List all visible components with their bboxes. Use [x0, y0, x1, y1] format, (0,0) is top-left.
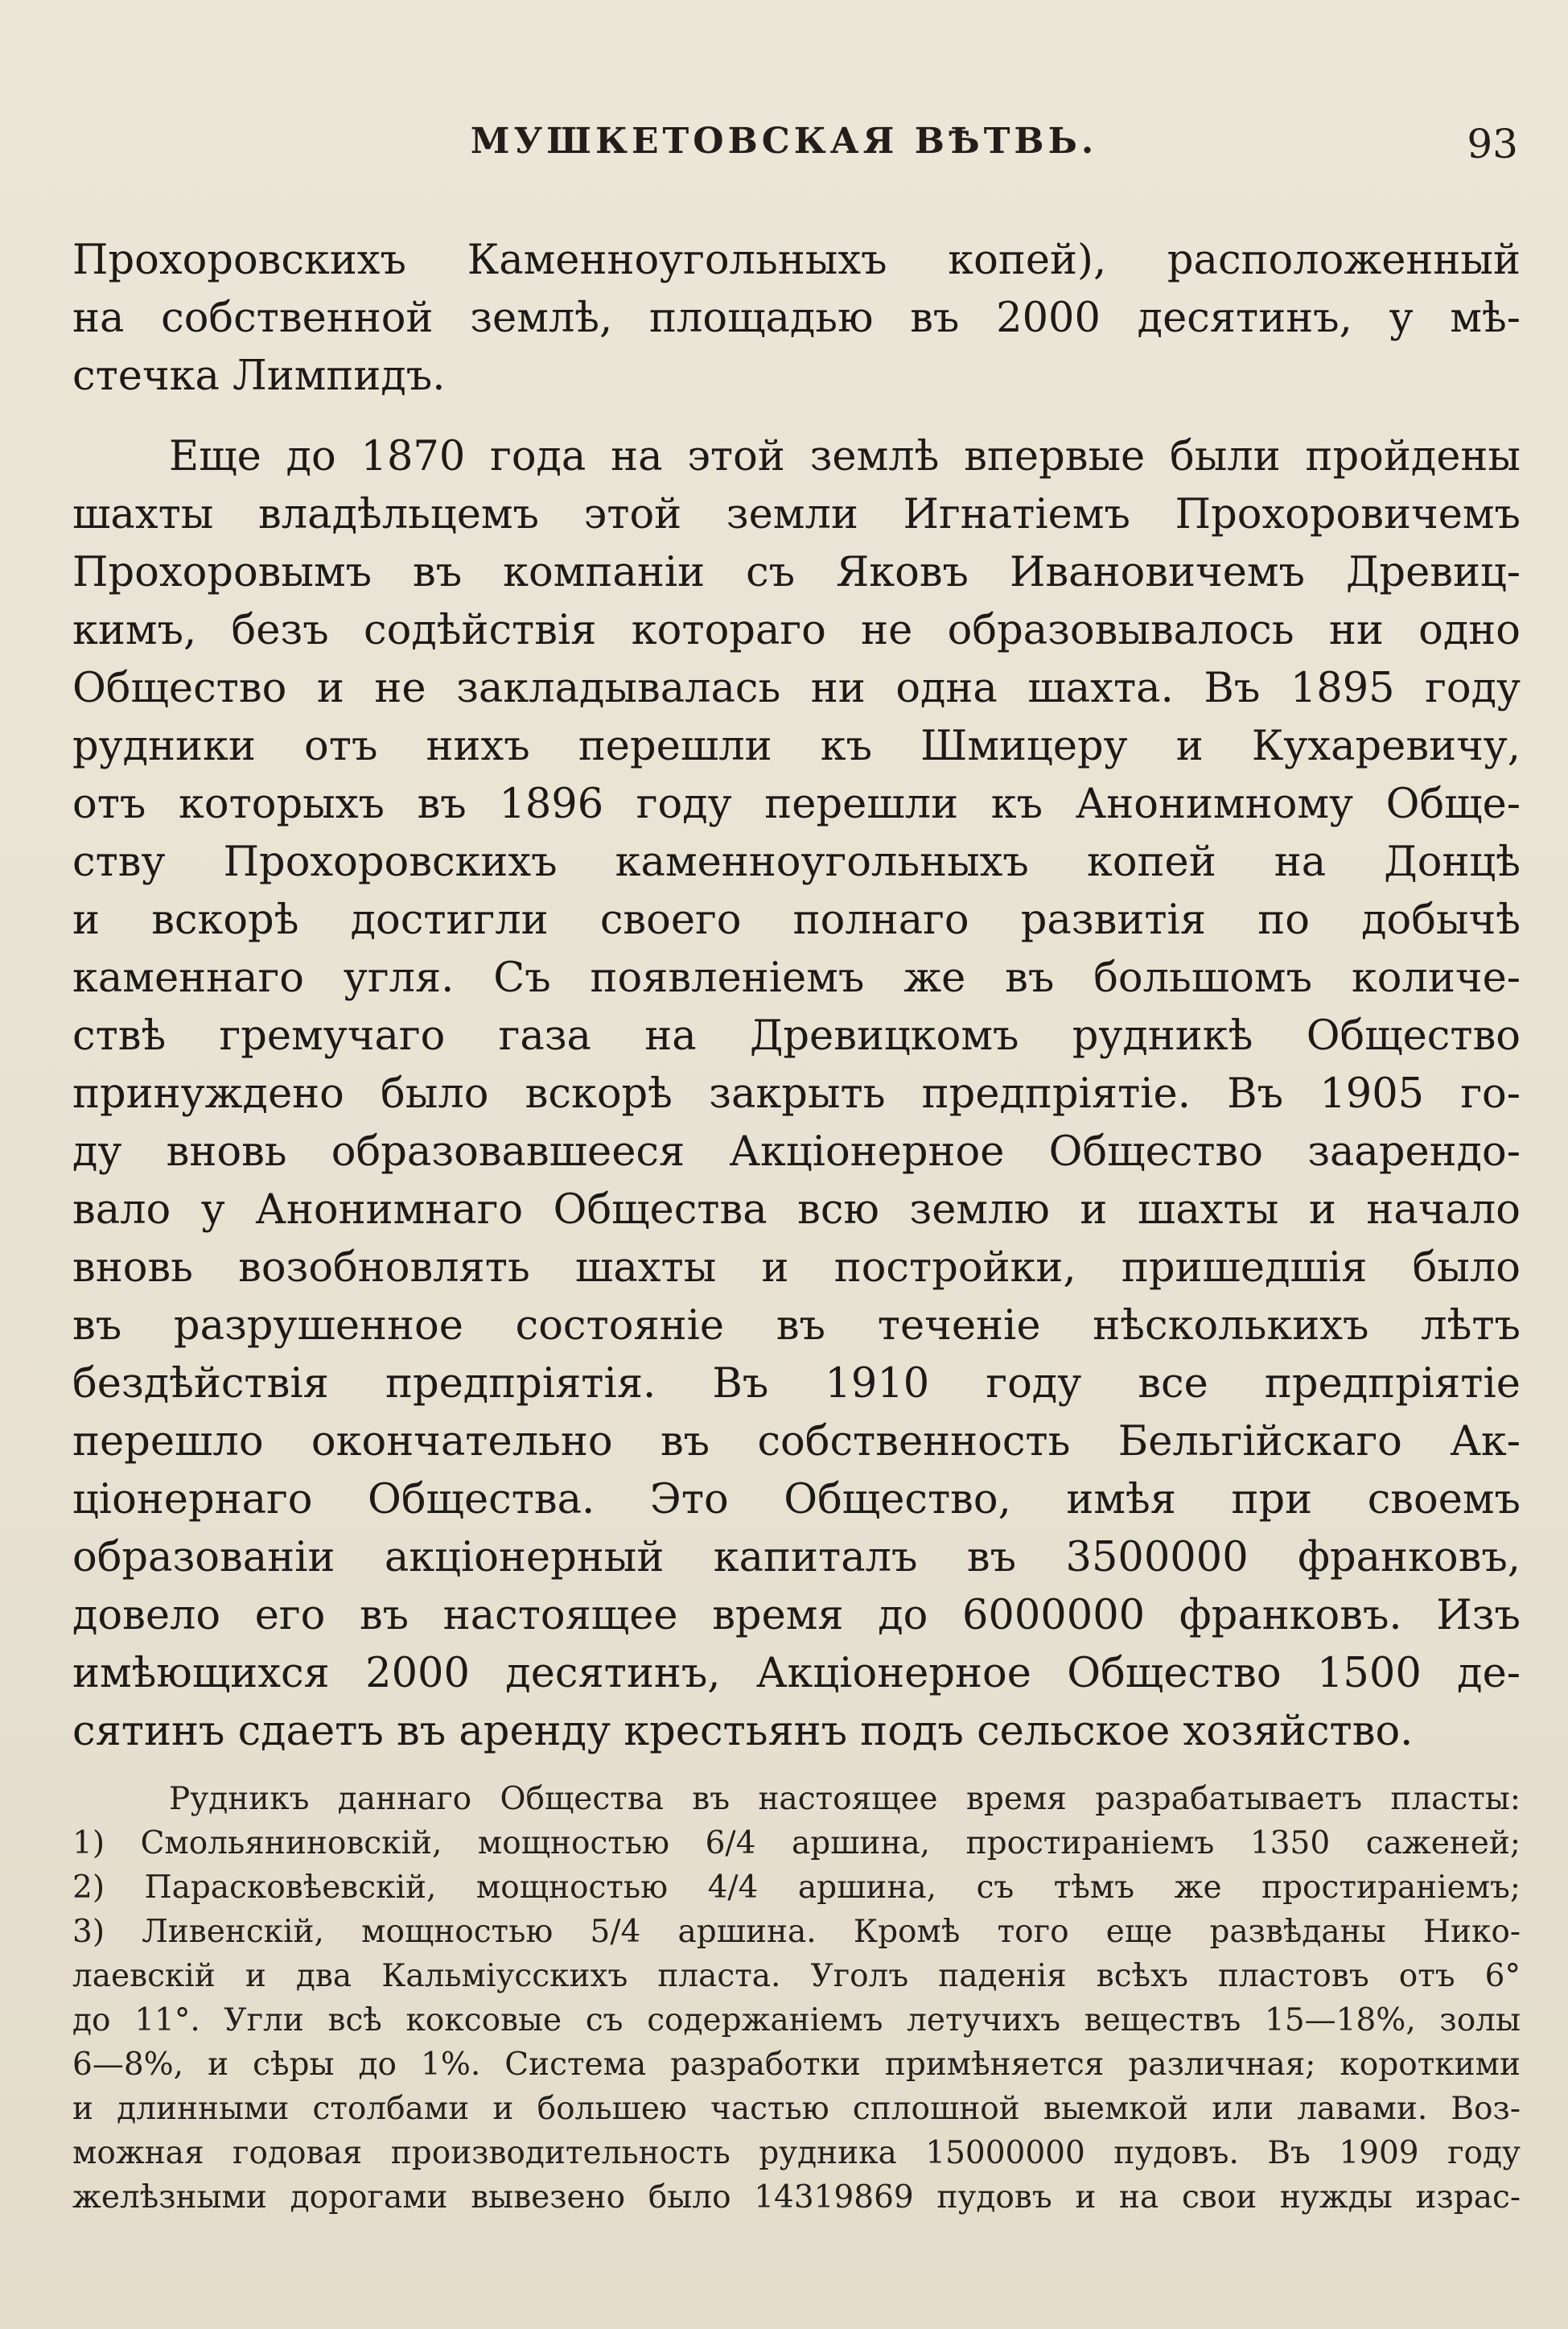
text-line: сятинъ сдаетъ въ аренду крестьянъ подъ сельское хозяйство. [72, 1708, 1414, 1755]
text-line: на собственной землѣ, площадью въ 2000 десятинъ, у мѣ- [72, 295, 1521, 342]
text-line: вало у Анонимнаго Общества всю землю и шахты и начало [72, 1186, 1521, 1234]
main-paragraph [72, 428, 1521, 1761]
footnote-line: Рудникъ даннаго Общества въ настоящее время разрабатываетъ пласты: [169, 1781, 1521, 1817]
text-line: ству Прохоровскихъ каменноугольныхъ копей на Донцѣ [72, 839, 1521, 886]
footnote-line: 3) Ливенскій, мощностью 5/4 аршина. Кромѣ того еще развѣданы Нико- [72, 1914, 1521, 1950]
text-line: Прохоровскихъ Каменноугольныхъ копей), расположенный [72, 237, 1521, 284]
text-line: шахты владѣльцемъ этой земли Игнатіемъ Прохоровичемъ [72, 491, 1521, 538]
text-line: ціонернаго Общества. Это Общество, имѣя при своемъ [72, 1476, 1521, 1523]
text-line: и вскорѣ достигли своего полнаго развитія по добычѣ [72, 897, 1521, 944]
page-header [0, 121, 1568, 185]
intro-paragraph [72, 232, 1521, 406]
footnote-line: желѣзными дорогами вывезено было 14319869 пудовъ и на свои нужды израс- [72, 2179, 1521, 2216]
page-number: 93 [1467, 121, 1518, 167]
footnote-paragraph [72, 1777, 1521, 2220]
text-line: кимъ, безъ содѣйствія котораго не образовывалось ни одно [72, 607, 1521, 654]
text-line: Еще до 1870 года на этой землѣ впервые были пройдены [169, 433, 1521, 480]
text-line: образованіи акціонерный капиталъ въ 3500000 франковъ, [72, 1534, 1521, 1581]
running-title: МУШКЕТОВСКАЯ ВѢТВЬ. [470, 121, 1098, 162]
text-line: ствѣ гремучаго газа на Древицкомъ рудникѣ Общество [72, 1012, 1521, 1060]
text-line: стечка Лимпидъ. [72, 352, 446, 400]
text-line: рудники отъ нихъ перешли къ Шмицеру и Кухаревичу, [72, 723, 1521, 770]
text-line: каменнаго угля. Съ появленіемъ же въ большомъ количе- [72, 954, 1521, 1002]
footnote-line: можная годовая производительность рудника 15000000 пудовъ. Въ 1909 году [72, 2135, 1521, 2171]
text-line: имѣющихся 2000 десятинъ, Акціонерное Общество 1500 де- [72, 1650, 1521, 1697]
text-line: Прохоровымъ въ компаніи съ Яковъ Ивановичемъ Древиц- [72, 549, 1521, 596]
text-line: Общество и не закладывалась ни одна шахта. Въ 1895 году [72, 665, 1521, 712]
footnote-line: 6—8%, и сѣры до 1%. Система разработки примѣняется различная; короткими [72, 2047, 1521, 2083]
footnote-line: и длинными столбами и большею частью сплошной выемкой или лавами. Воз- [72, 2091, 1521, 2127]
text-line: довело его въ настоящее время до 6000000 франковъ. Изъ [72, 1592, 1521, 1639]
footnote-line: до 11°. Угли всѣ коксовые съ содержаніемъ летучихъ веществъ 15—18%, золы [72, 2002, 1521, 2038]
text-line: принуждено было вскорѣ закрыть предпріятіе. Въ 1905 го- [72, 1070, 1521, 1118]
text-line: отъ которыхъ въ 1896 году перешли къ Анонимному Обще- [72, 781, 1521, 828]
text-line: вновь возобновлять шахты и постройки, пришедшія было [72, 1244, 1521, 1292]
text-line: въ разрушенное состояніе въ теченіе нѣсколькихъ лѣтъ [72, 1302, 1521, 1350]
footnote-line: лаевскій и два Кальміусскихъ пласта. Уголъ паденія всѣхъ пластовъ отъ 6° [72, 1958, 1521, 1994]
text-line: бездѣйствія предпріятія. Въ 1910 году все предпріятіе [72, 1360, 1521, 1408]
text-line: ду вновь образовавшееся Акціонерное Общество заарендо- [72, 1128, 1521, 1176]
text-line: перешло окончательно въ собственность Бельгійскаго Ак- [72, 1418, 1521, 1465]
footnote-line: 2) Парасковѣевскій, мощностью 4/4 аршина, съ тѣмъ же простираніемъ; [72, 1869, 1521, 1906]
footnote-line: 1) Смольяниновскій, мощностью 6/4 аршина, простираніемъ 1350 саженей; [72, 1825, 1521, 1861]
